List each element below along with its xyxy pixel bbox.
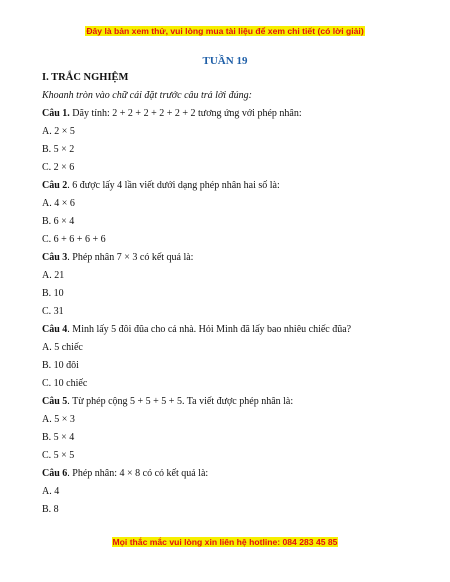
- question-number: Câu 5: [42, 396, 68, 407]
- question-stem: [42, 393, 422, 411]
- question-number: Câu 6: [42, 468, 68, 479]
- question-text: . Từ phép cộng 5 + 5 + 5 + 5. Ta viết được phép nhân là:: [67, 396, 294, 407]
- week-title: TUẦN 19: [202, 55, 248, 67]
- hotline-text: Mọi thắc mắc vui lòng xin liên hệ hotline: 084 283 45 85: [112, 537, 338, 547]
- question-stem: [42, 465, 422, 483]
- answer-option-c: C. 6 + 6 + 6 + 6: [42, 234, 106, 245]
- question-stem: [42, 105, 422, 123]
- answer-option-a: A. 21: [42, 270, 65, 281]
- question-number: Câu 1.: [42, 108, 70, 119]
- answer-option-a: A. 4 × 6: [42, 198, 75, 209]
- question-4: [42, 321, 422, 393]
- answer-option-b: B. 5 × 2: [42, 144, 75, 155]
- worksheet-content: [42, 69, 422, 519]
- answer-option-c: C. 2 × 6: [42, 162, 75, 173]
- question-text: . 6 được lấy 4 lần viết dưới dạng phép nhân hai số là:: [67, 180, 280, 191]
- instruction-text: Khoanh tròn vào chữ cái đặt trước câu trả lời đúng:: [42, 90, 252, 101]
- question-6: [42, 465, 422, 519]
- answer-option-a: A. 5 chiếc: [42, 342, 83, 353]
- question-1: [42, 105, 422, 177]
- answer-option-b: B. 6 × 4: [42, 216, 75, 227]
- preview-notice-text: Đây là bản xem thử, vui lòng mua tài liệu để xem chi tiết (có lời giải): [86, 26, 364, 36]
- question-number: Câu 3: [42, 252, 68, 263]
- question-3: [42, 249, 422, 321]
- answer-option-c: C. 5 × 5: [42, 450, 75, 461]
- answer-option-a: A. 2 × 5: [42, 126, 75, 137]
- question-number: Câu 2: [42, 180, 68, 191]
- preview-notice-banner: [0, 25, 450, 37]
- answer-option-b: B. 10: [42, 288, 64, 299]
- question-number: Câu 4: [42, 324, 68, 335]
- answer-option-a: A. 4: [42, 486, 60, 497]
- question-text: . Phép nhân: 4 × 8 có có kết quả là:: [67, 468, 209, 479]
- question-text: Dãy tính: 2 + 2 + 2 + 2 + 2 + 2 tương ứng với phép nhân:: [69, 108, 302, 119]
- hotline-banner: [0, 536, 450, 548]
- answer-option-a: A. 5 × 3: [42, 414, 75, 425]
- question-text: . Phép nhân 7 × 3 có kết quả là:: [67, 252, 194, 263]
- question-2: [42, 177, 422, 249]
- answer-option-c: C. 31: [42, 306, 64, 317]
- question-stem: [42, 321, 422, 339]
- question-text: . Minh lấy 5 đôi đũa cho cả nhà. Hỏi Minh đã lấy bao nhiêu chiếc đũa?: [67, 324, 352, 335]
- answer-option-c: C. 10 chiếc: [42, 378, 88, 389]
- answer-option-b: B. 8: [42, 504, 59, 515]
- answer-option-b: B. 5 × 4: [42, 432, 75, 443]
- question-stem: [42, 249, 422, 267]
- section-title: I. TRẮC NGHIỆM: [42, 72, 129, 83]
- answer-option-b: B. 10 đôi: [42, 360, 79, 371]
- question-stem: [42, 177, 422, 195]
- question-5: [42, 393, 422, 465]
